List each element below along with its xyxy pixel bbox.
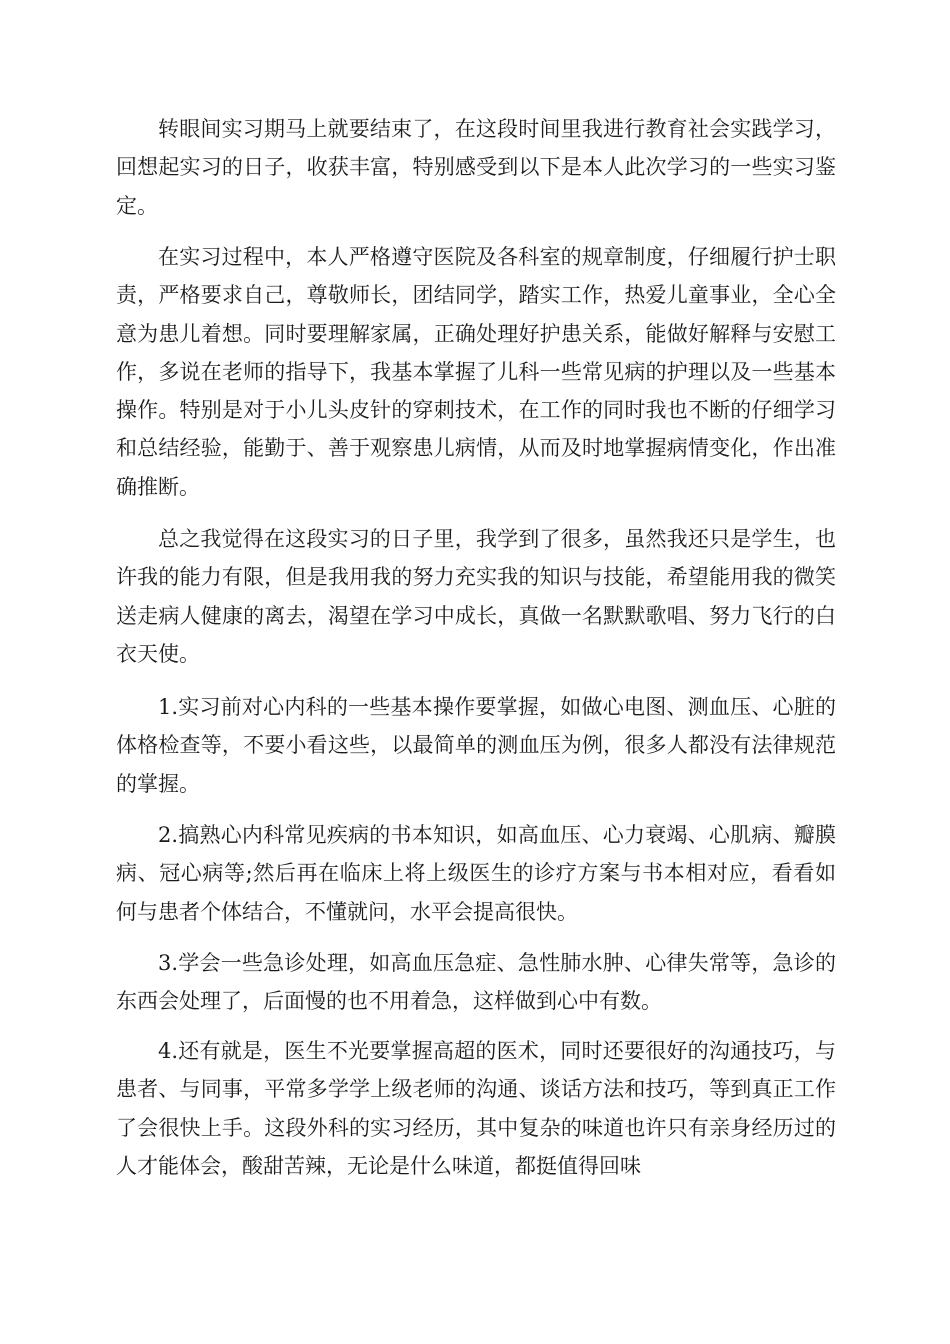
paragraph-internship-process: 在实习过程中，本人严格遵守医院及各科室的规章制度，仔细履行护士职责，严格要求自己，尊敬师长，团结同学，踏实工作，热爱儿童事业，全心全意为患儿着想。同时要理解家属，正确处理好护患关系，能做好解释与安慰工作，多说在老师的指导下，我基本掌握了儿科一些常见病的护理以及一些基本操作。特别是对于小儿头皮针的穿刺技术，在工作的同时我也不断的仔细学习和总结经验，能勤于、善于观察患儿病情，从而及时地掌握病情变化，作出准确推断。: [116, 245, 836, 499]
paragraph-tip-2: 2.搞熟心内科常见疾病的书本知识，如高血压、心力衰竭、心肌病、瓣膜病、冠心病等;然后再在临床上将上级医生的诊疗方案与书本相对应，看看如何与患者个体结合，不懂就问，水平会提高很快。: [116, 823, 836, 924]
paragraph-tip-4: 4.还有就是，医生不光要掌握高超的医术，同时还要很好的沟通技巧，与患者、与同事，平常多学学上级老师的沟通、谈话方法和技巧，等到真正工作了会很快上手。这段外科的实习经历，其中复杂的味道也许只有亲身经历过的人才能体会，酸甜苦辣，无论是什么味道，都挺值得回味: [116, 1039, 836, 1178]
paragraph-summary: 总之我觉得在这段实习的日子里，我学到了很多，虽然我还只是学生，也许我的能力有限，但是我用我的努力充实我的知识与技能，希望能用我的微笑送走病人健康的离去，渴望在学习中成长，真做一名默默歌唱、努力飞行的白衣天使。: [116, 527, 836, 666]
paragraph-internship-end: 转眼间实习期马上就要结束了，在这段时间里我进行教育社会实践学习，回想起实习的日子，收获丰富，特别感受到以下是本人此次学习的一些实习鉴定。: [116, 117, 836, 218]
paragraph-tip-3: 3.学会一些急诊处理，如高血压急症、急性肺水肿、心律失常等，急诊的东西会处理了，后面慢的也不用着急，这样做到心中有数。: [116, 951, 836, 1014]
paragraph-tip-1: 1.实习前对心内科的一些基本操作要掌握，如做心电图、测血压、心脏的体格检查等，不要小看这些，以最简单的测血压为例，很多人都没有法律规范的掌握。: [116, 695, 836, 796]
